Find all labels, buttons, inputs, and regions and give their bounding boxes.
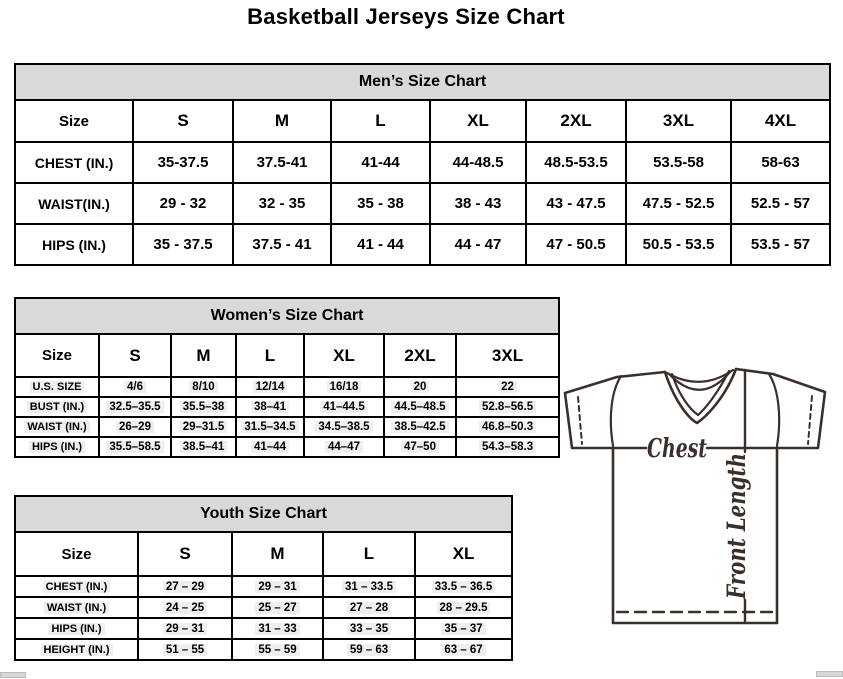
value-cell: 58-63 xyxy=(731,142,830,183)
value-cell: 41-44 xyxy=(331,142,430,183)
front-length-label: Front Length xyxy=(722,414,751,599)
row-label xyxy=(15,437,99,457)
value-cell: 29 - 32 xyxy=(133,183,233,224)
value-text: 63 – 67 xyxy=(441,644,485,656)
value-text: 44.5–48.5 xyxy=(391,401,448,413)
value-text: 51 – 55 xyxy=(163,644,207,656)
column-header: M xyxy=(171,334,236,377)
value-cell xyxy=(171,397,236,417)
value-cell xyxy=(138,618,232,639)
value-cell xyxy=(323,618,415,639)
value-text: 27 – 28 xyxy=(347,602,391,614)
column-header-size: Size xyxy=(15,334,99,377)
jersey-sleeve-seam-left xyxy=(611,376,621,446)
scrollbar-thumb-right[interactable] xyxy=(816,671,843,677)
row-label-text: BUST (IN.) xyxy=(27,401,87,413)
column-header-size: Size xyxy=(15,532,138,576)
chest-label: Chest xyxy=(647,434,707,464)
column-header: S xyxy=(133,100,233,142)
value-text: 22 xyxy=(498,381,517,393)
value-cell xyxy=(171,437,236,457)
value-text: 32.5–35.5 xyxy=(106,401,163,413)
value-cell: 35 - 37.5 xyxy=(133,224,233,265)
value-cell: 52.5 - 57 xyxy=(731,183,830,224)
row-label: CHEST (IN.) xyxy=(15,142,133,183)
table-row-chest xyxy=(15,142,830,183)
value-cell xyxy=(323,639,415,660)
value-cell xyxy=(236,377,304,397)
value-cell xyxy=(232,618,323,639)
scrollbar-thumb-left[interactable] xyxy=(0,672,26,678)
value-cell xyxy=(415,597,512,618)
value-cell: 44-48.5 xyxy=(430,142,526,183)
value-cell xyxy=(415,618,512,639)
column-header: XL xyxy=(415,532,512,576)
youth-table-title-row xyxy=(15,496,512,532)
jersey-cuff-dash-right xyxy=(808,396,812,444)
row-label xyxy=(15,417,99,437)
table-row-waist xyxy=(15,597,512,618)
value-text: 20 xyxy=(411,381,430,393)
value-cell xyxy=(99,417,171,437)
value-cell xyxy=(138,597,232,618)
value-text: 54.3–58.3 xyxy=(479,441,536,453)
row-label-text: CHEST (IN.) xyxy=(43,581,111,593)
page-title: Basketball Jerseys Size Chart xyxy=(247,4,565,29)
column-header: M xyxy=(233,100,331,142)
column-header: 2XL xyxy=(384,334,456,377)
column-header: S xyxy=(138,532,232,576)
value-cell: 53.5 - 57 xyxy=(731,224,830,265)
value-cell xyxy=(171,417,236,437)
value-cell xyxy=(304,377,384,397)
row-label xyxy=(15,397,99,417)
mens-header-row xyxy=(15,100,830,142)
mens-table-title: Men’s Size Chart xyxy=(15,64,830,100)
value-text: 4/6 xyxy=(124,381,146,393)
value-cell xyxy=(456,377,559,397)
column-header: M xyxy=(232,532,323,576)
value-cell: 35-37.5 xyxy=(133,142,233,183)
row-label xyxy=(15,639,138,660)
value-cell: 50.5 - 53.5 xyxy=(626,224,731,265)
column-header-size: Size xyxy=(15,100,133,142)
value-text: 38–41 xyxy=(251,401,289,413)
value-cell xyxy=(384,397,456,417)
column-header: L xyxy=(236,334,304,377)
table-row-hips xyxy=(15,224,830,265)
table-row-bust xyxy=(15,397,559,417)
value-cell xyxy=(99,397,171,417)
value-text: 31 – 33.5 xyxy=(342,581,396,593)
value-text: 31.5–34.5 xyxy=(241,421,298,433)
value-text: 59 – 63 xyxy=(347,644,391,656)
value-cell: 43 - 47.5 xyxy=(526,183,626,224)
row-label: WAIST(IN.) xyxy=(15,183,133,224)
table-row-waist xyxy=(15,183,830,224)
value-cell xyxy=(236,437,304,457)
value-text: 46.8–50.3 xyxy=(479,421,536,433)
column-header: L xyxy=(331,100,430,142)
value-text: 47–50 xyxy=(401,441,439,453)
value-text: 26–29 xyxy=(116,421,154,433)
value-cell: 37.5-41 xyxy=(233,142,331,183)
value-text: 44–47 xyxy=(325,441,363,453)
value-cell xyxy=(138,639,232,660)
row-label-text: HIPS (IN.) xyxy=(48,623,104,635)
column-header: XL xyxy=(430,100,526,142)
value-cell xyxy=(456,397,559,417)
value-cell xyxy=(171,377,236,397)
row-label-text: HIPS (IN.) xyxy=(29,441,85,453)
jersey-sleeve-seam-right xyxy=(769,374,779,446)
row-label xyxy=(15,576,138,597)
value-cell xyxy=(99,377,171,397)
value-cell: 48.5-53.5 xyxy=(526,142,626,183)
row-label xyxy=(15,618,138,639)
mens-size-table xyxy=(14,63,831,266)
value-cell: 44 - 47 xyxy=(430,224,526,265)
womens-size-table xyxy=(14,297,560,458)
column-header: S xyxy=(99,334,171,377)
jersey-outline xyxy=(565,369,825,623)
value-text: 25 – 27 xyxy=(255,602,299,614)
value-cell: 53.5-58 xyxy=(626,142,731,183)
youth-header-row xyxy=(15,532,512,576)
value-cell: 47 - 50.5 xyxy=(526,224,626,265)
value-cell xyxy=(236,397,304,417)
jersey-measurement-diagram xyxy=(555,360,843,660)
value-cell xyxy=(236,417,304,437)
value-text: 24 – 25 xyxy=(163,602,207,614)
value-cell xyxy=(304,437,384,457)
value-text: 27 – 29 xyxy=(163,581,207,593)
value-text: 33.5 – 36.5 xyxy=(432,581,496,593)
value-text: 41–44 xyxy=(251,441,289,453)
value-cell xyxy=(384,377,456,397)
youth-size-table xyxy=(14,495,513,661)
womens-table-title: Women’s Size Chart xyxy=(15,298,559,334)
value-text: 35.5–58.5 xyxy=(106,441,163,453)
value-cell xyxy=(456,437,559,457)
value-cell xyxy=(456,417,559,437)
value-cell: 37.5 - 41 xyxy=(233,224,331,265)
value-cell xyxy=(384,417,456,437)
value-text: 29–31.5 xyxy=(180,421,228,433)
row-label xyxy=(15,597,138,618)
column-header: 2XL xyxy=(526,100,626,142)
column-header: XL xyxy=(304,334,384,377)
value-text: 31 – 33 xyxy=(255,623,299,635)
row-label: HIPS (IN.) xyxy=(15,224,133,265)
row-label-text: WAIST (IN.) xyxy=(44,602,109,614)
value-text: 28 – 29.5 xyxy=(437,602,491,614)
table-row-hips xyxy=(15,437,559,457)
table-row-chest xyxy=(15,576,512,597)
value-cell xyxy=(415,639,512,660)
table-row-waist xyxy=(15,417,559,437)
row-label-text: U.S. SIZE xyxy=(30,381,85,393)
table-row-us-size xyxy=(15,377,559,397)
value-text: 55 – 59 xyxy=(255,644,299,656)
value-cell xyxy=(99,437,171,457)
value-text: 16/18 xyxy=(327,381,362,393)
table-row-height xyxy=(15,639,512,660)
column-header: 4XL xyxy=(731,100,830,142)
value-cell: 47.5 - 52.5 xyxy=(626,183,731,224)
row-label xyxy=(15,377,99,397)
value-cell xyxy=(304,417,384,437)
jersey-cuff-dash-left xyxy=(578,397,582,444)
value-text: 12/14 xyxy=(253,381,288,393)
value-cell xyxy=(232,576,323,597)
womens-header-row xyxy=(15,334,559,377)
value-cell xyxy=(232,597,323,618)
value-text: 38.5–42.5 xyxy=(391,421,448,433)
column-header: 3XL xyxy=(626,100,731,142)
value-text: 34.5–38.5 xyxy=(315,421,372,433)
youth-table-title: Youth Size Chart xyxy=(15,496,512,532)
value-text: 33 – 35 xyxy=(347,623,391,635)
value-cell: 41 - 44 xyxy=(331,224,430,265)
column-header: 3XL xyxy=(456,334,559,377)
value-text: 52.8–56.5 xyxy=(479,401,536,413)
table-row-hips xyxy=(15,618,512,639)
value-cell xyxy=(384,437,456,457)
value-cell xyxy=(138,576,232,597)
value-text: 29 – 31 xyxy=(163,623,207,635)
column-header: L xyxy=(323,532,415,576)
row-label-text: WAIST (IN.) xyxy=(24,421,89,433)
womens-table-title-row xyxy=(15,298,559,334)
value-cell: 35 - 38 xyxy=(331,183,430,224)
row-label-text: HEIGHT (IN.) xyxy=(41,644,113,656)
value-text: 38.5–41 xyxy=(180,441,228,453)
value-text: 29 – 31 xyxy=(255,581,299,593)
value-text: 35.5–38 xyxy=(180,401,228,413)
value-cell xyxy=(415,576,512,597)
value-cell: 32 - 35 xyxy=(233,183,331,224)
value-cell xyxy=(323,576,415,597)
value-cell xyxy=(323,597,415,618)
value-cell: 38 - 43 xyxy=(430,183,526,224)
mens-table-title-row xyxy=(15,64,830,100)
value-text: 41–44.5 xyxy=(320,401,368,413)
value-cell xyxy=(304,397,384,417)
value-text: 8/10 xyxy=(189,381,217,393)
value-cell xyxy=(232,639,323,660)
value-text: 35 – 37 xyxy=(441,623,485,635)
